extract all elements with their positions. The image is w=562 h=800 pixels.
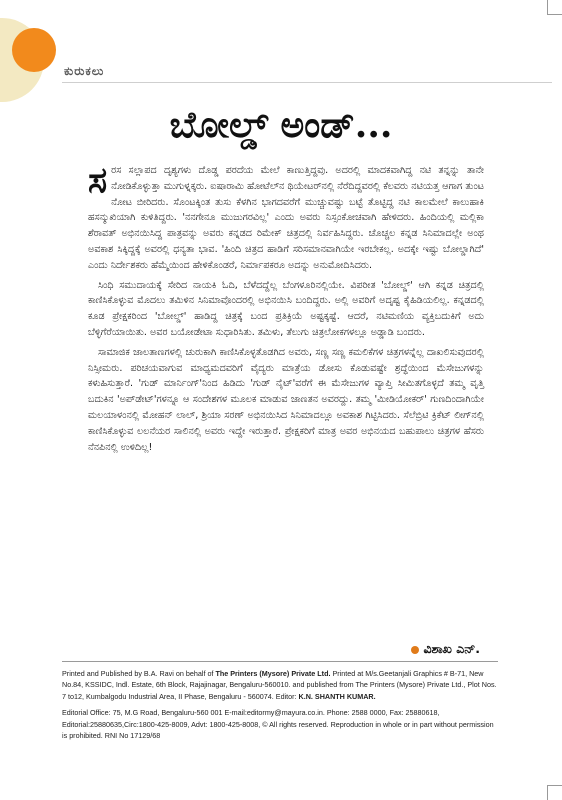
crop-mark-bottom-right: [547, 785, 562, 800]
printer-address: Printed at M/s.Geetanjali Graphics # B-71, New No.84, KSSIDC, Indl. Estate, 6th Block, Rajajinagar, Bengaluru-560010. and published from The Printers (Mysore) Private Ltd., Plot Nos. 7 to12, Kumbalgodu Industrial Area, II Phase, Bengaluru - 560074. Editor:: [62, 669, 497, 701]
section-label: ಕುರುಕಲು: [64, 64, 105, 78]
footer-divider: [62, 661, 498, 662]
paragraph-text: ರಸ ಸಲ್ಲಾಪದ ದೃಶ್ಯಗಳು ದೊಡ್ಡ ಪರದೆಯ ಮೇಲೆ ಕಾಣುತ್ತಿದ್ದವು. ಅದರಲ್ಲಿ ಮಾದಕವಾಗಿದ್ದ ನಟಿ ತನ್ನನ್ನು ತಾನೇ ನೋಡಿಕೊಳ್ಳುತ್ತಾ ಮುಗುಳ್ನಕ್ಕರು. ಐಷಾರಾಮಿ ಹೋಟೆಲ್‌ನ ಥಿಯೇಟರ್‌ನಲ್ಲಿ ನೆರೆದಿದ್ದವರಲ್ಲಿ ಕೆಲವರು ನಟಿಯತ್ತ ಆಗಾಗ ತುಂಟ ನೋಟ ಬೀರಿದರು. ಸೊಂಟಕ್ಕಿಂತ ತುಸು ಕೆಳಗಿನ ಭಾಗದವರೆಗೆ ಮುಚ್ಚುವಷ್ಟು ಬಟ್ಟೆ ತೊಟ್ಟಿದ್ದ ನಟಿ ಕಾಲಮೇಲೆ ಕಾಲುಹಾಕಿ ಹಸನ್ಮುಖಿಯಾಗಿ ಕುಳಿತಿದ್ದರು. 'ನನಗೇನೂ ಮುಜುಗರವಿಲ್ಲ' ಎಂದು ಅವರು ನಿಸ್ಸಂಕೋಚವಾಗಿ ಹೇಳಿದರು. ಹಿಂದಿಯಲ್ಲಿ ಮಲ್ಲಿಕಾ ಶೆರಾವತ್ ಅಭಿನಯಿಸಿದ್ದ ಪಾತ್ರವನ್ನು ಅವರು ಕನ್ನಡದ ರಿಮೇಕ್ ಚಿತ್ರದಲ್ಲಿ ನಿರ್ವಹಿಸಿದ್ದರು. ಚೊಚ್ಚಲ ಕನ್ನಡ ಸಿನಿಮಾದಲ್ಲೇ ಅಂಥ ಅವಕಾಶ ಸಿಕ್ಕಿದ್ದಕ್ಕೆ ಅವರಲ್ಲಿ ಧನ್ಯತಾ ಭಾವ. 'ಹಿಂದಿ ಚಿತ್ರದ ಹಾಡಿಗೆ ಸರಿಸಮಾನವಾಗಿಯೇ ಇರಬೇಕಲ್ಲ. ಅದಕ್ಕೇ ಇಷ್ಟು ಬೋಲ್ಡಾಗಿದೆ' ಎಂದು ನಿರ್ದೇಶಕರು ಹೆಮ್ಮೆಯಿಂದ ಹೇಳಿಕೊಂಡರೆ, ನಿರ್ಮಾಪಕರೂ ಅದನ್ನು ಅನುಮೋದಿಸಿದರು.: [88, 165, 484, 271]
article-title: ಬೋಲ್ಡ್ ಅಂಡ್...: [169, 104, 393, 146]
section-divider: [62, 82, 552, 83]
article-paragraph-1: [88, 159, 484, 274]
decorative-orange-circle: [12, 28, 56, 72]
colophon-printer: [62, 668, 498, 702]
author-name: ವಿಶಾಖ ಎನ್.: [423, 641, 480, 656]
editor-name: K.N. SHANTH KUMAR.: [298, 691, 376, 701]
article-paragraph-3: ಸಾಮಾಜಿಕ ಜಾಲತಾಣಗಳಲ್ಲಿ ಚುರುಕಾಗಿ ಕಾಣಿಸಿಕೊಳ್ಳತೊಡಗಿದ ಅವರು, ಸಣ್ಣ ಸಣ್ಣ ಕಮಲಿಕೆಗಳ ಚಿತ್ರಗಳನ್ನೆಲ್ಲ ದಾಖಲಿಸುವುದರಲ್ಲಿ ನಿಸ್ಸೀಮರು. ಪರಿಚಯವಾಗುವ ಮಾಧ್ಯಮದವರಿಗೆ ವೈದ್ಯರು ಮಾತ್ರೆಯ ಡೋಸು ಕೊಡುವಷ್ಟೇ ಶ್ರದ್ಧೆಯಿಂದ ಮೆಸೇಜುಗಳನ್ನು ಕಳುಹಿಸುತ್ತಾರೆ. 'ಗುಡ್ ಮಾರ್ನಿಂಗ್'ನಿಂದ ಹಿಡಿದು 'ಗುಡ್ ನೈಟ್'ವರೆಗೆ ಈ ಮೆಸೇಜುಗಳ ವ್ಯಾಪ್ತಿ ಸೀಮಿತಗೊಳ್ಳದೆ ತಮ್ಮ ವೃತ್ತಿ ಬದುಕಿನ 'ಅಪ್‌ಡೇಟ್'ಗಳನ್ನೂ ಆ ಸಂದೇಶಗಳ ಮೂಲಕ ಮಾಡುವ ಜಾಣತನ ಅವರದ್ದು. ತಮ್ಮ 'ಮೀಡಿಯೋಕರ್' ಗುಣದಿಂದಾಗಿಯೇ ಮಲಯಾಳಂನಲ್ಲಿ ಮೋಹನ್ ಲಾಲ್, ಶ್ರಿಯಾ ಸರಣ್ ಅಭಿನಯಿಸಿದ ಸಿನಿಮಾದಲ್ಲೂ ಅವಕಾಶ ಗಿಟ್ಟಿಸಿದರು. ಸೆಲೆಬ್ರಿಟಿ ಕ್ರಿಕೆಟ್ ಲೀಗ್‌ನಲ್ಲಿ ಕಾಣಿಸಿಕೊಳ್ಳುವ ಲಲನೆಯರ ಸಾಲಿನಲ್ಲಿ ಅವರು ಇದ್ದೇ ಇರುತ್ತಾರೆ. ಪ್ರೇಕ್ಷಕರಿಗೆ ಮಾತ್ರ ಅವರ ಅಭಿನಯದ ಬಹುಪಾಲು ಚಿತ್ರಗಳ ಹೆಸರು ನೆನಪಿನಲ್ಲಿ ಉಳಿದಿಲ್ಲ!: [88, 346, 484, 453]
printer-prefix: Printed and Published by B.A. Ravi on behalf of: [62, 669, 216, 678]
article-body: [88, 159, 484, 459]
colophon: [62, 668, 498, 746]
crop-mark-top-right: [547, 0, 562, 15]
article-paragraph-2: ಸಿಂಧಿ ಸಮುದಾಯಕ್ಕೆ ಸೇರಿದ ನಾಯಕಿ ಓದಿ, ಬೆಳೆದದ್ದೆಲ್ಲ ಬೆಂಗಳೂರಿನಲ್ಲಿಯೇ. ವಿಪರೀತ 'ಬೋಲ್ಡ್' ಆಗಿ ಕನ್ನಡ ಚಿತ್ರದಲ್ಲಿ ಕಾಣಿಸಿಕೊಳ್ಳುವ ಮೊದಲು ತಮಿಳಿನ ಸಿನಿಮಾವೊಂದರಲ್ಲಿ ಅಭಿನಯಿಸಿ ಬಂದಿದ್ದರು. ಅಲ್ಲಿ ಅವರಿಗೆ ಅದೃಷ್ಟ ಕೈಹಿಡಿಯಲಿಲ್ಲ. ಕನ್ನಡದಲ್ಲಿ ಕೂಡ ಪ್ರೇಕ್ಷಕರಿಂದ 'ಬೋಲ್ಡ್' ಹಾಡಿದ್ದ ಚಿತ್ರಕ್ಕೆ ಬಂದ ಪ್ರತಿಕ್ರಿಯೆ ಅಷ್ಟಕ್ಕಷ್ಟೆ. ಆದರೆ, ನಟಿಮಣಿಯ ವ್ಯಕ್ತಿಬದುಕಿಗೆ ಅದು ಬೆಳ್ಳಿಗೆರೆಯಾಯಿತು. ಅವರ ಬಯೋಡೇಟಾ ಸುಧಾರಿಸಿತು. ತಮಿಳು, ತೆಲುಗು ಚಿತ್ರಲೋಕಗಳಲ್ಲೂ ಅಡ್ಡಾಡಿ ಬಂದರು.: [88, 279, 484, 338]
colophon-office: Editorial Office: 75, M.G Road, Bengaluru-560 001 E-mail:editormy@mayura.co.in. Phone: 2588 0000, Fax: 25880618, Editorial:25880635,Circ:1800-425-8009, Advt: 1800-425-8008, © All rights reserved. Reproduction in whole or in part without permission is prohibited. RNI No 17129/68: [62, 708, 494, 741]
author-byline: [411, 641, 480, 657]
printer-name: The Printers (Mysore) Private Ltd.: [215, 669, 331, 678]
bullet-dot-icon: [411, 646, 419, 654]
drop-cap: ಸ: [88, 159, 108, 201]
